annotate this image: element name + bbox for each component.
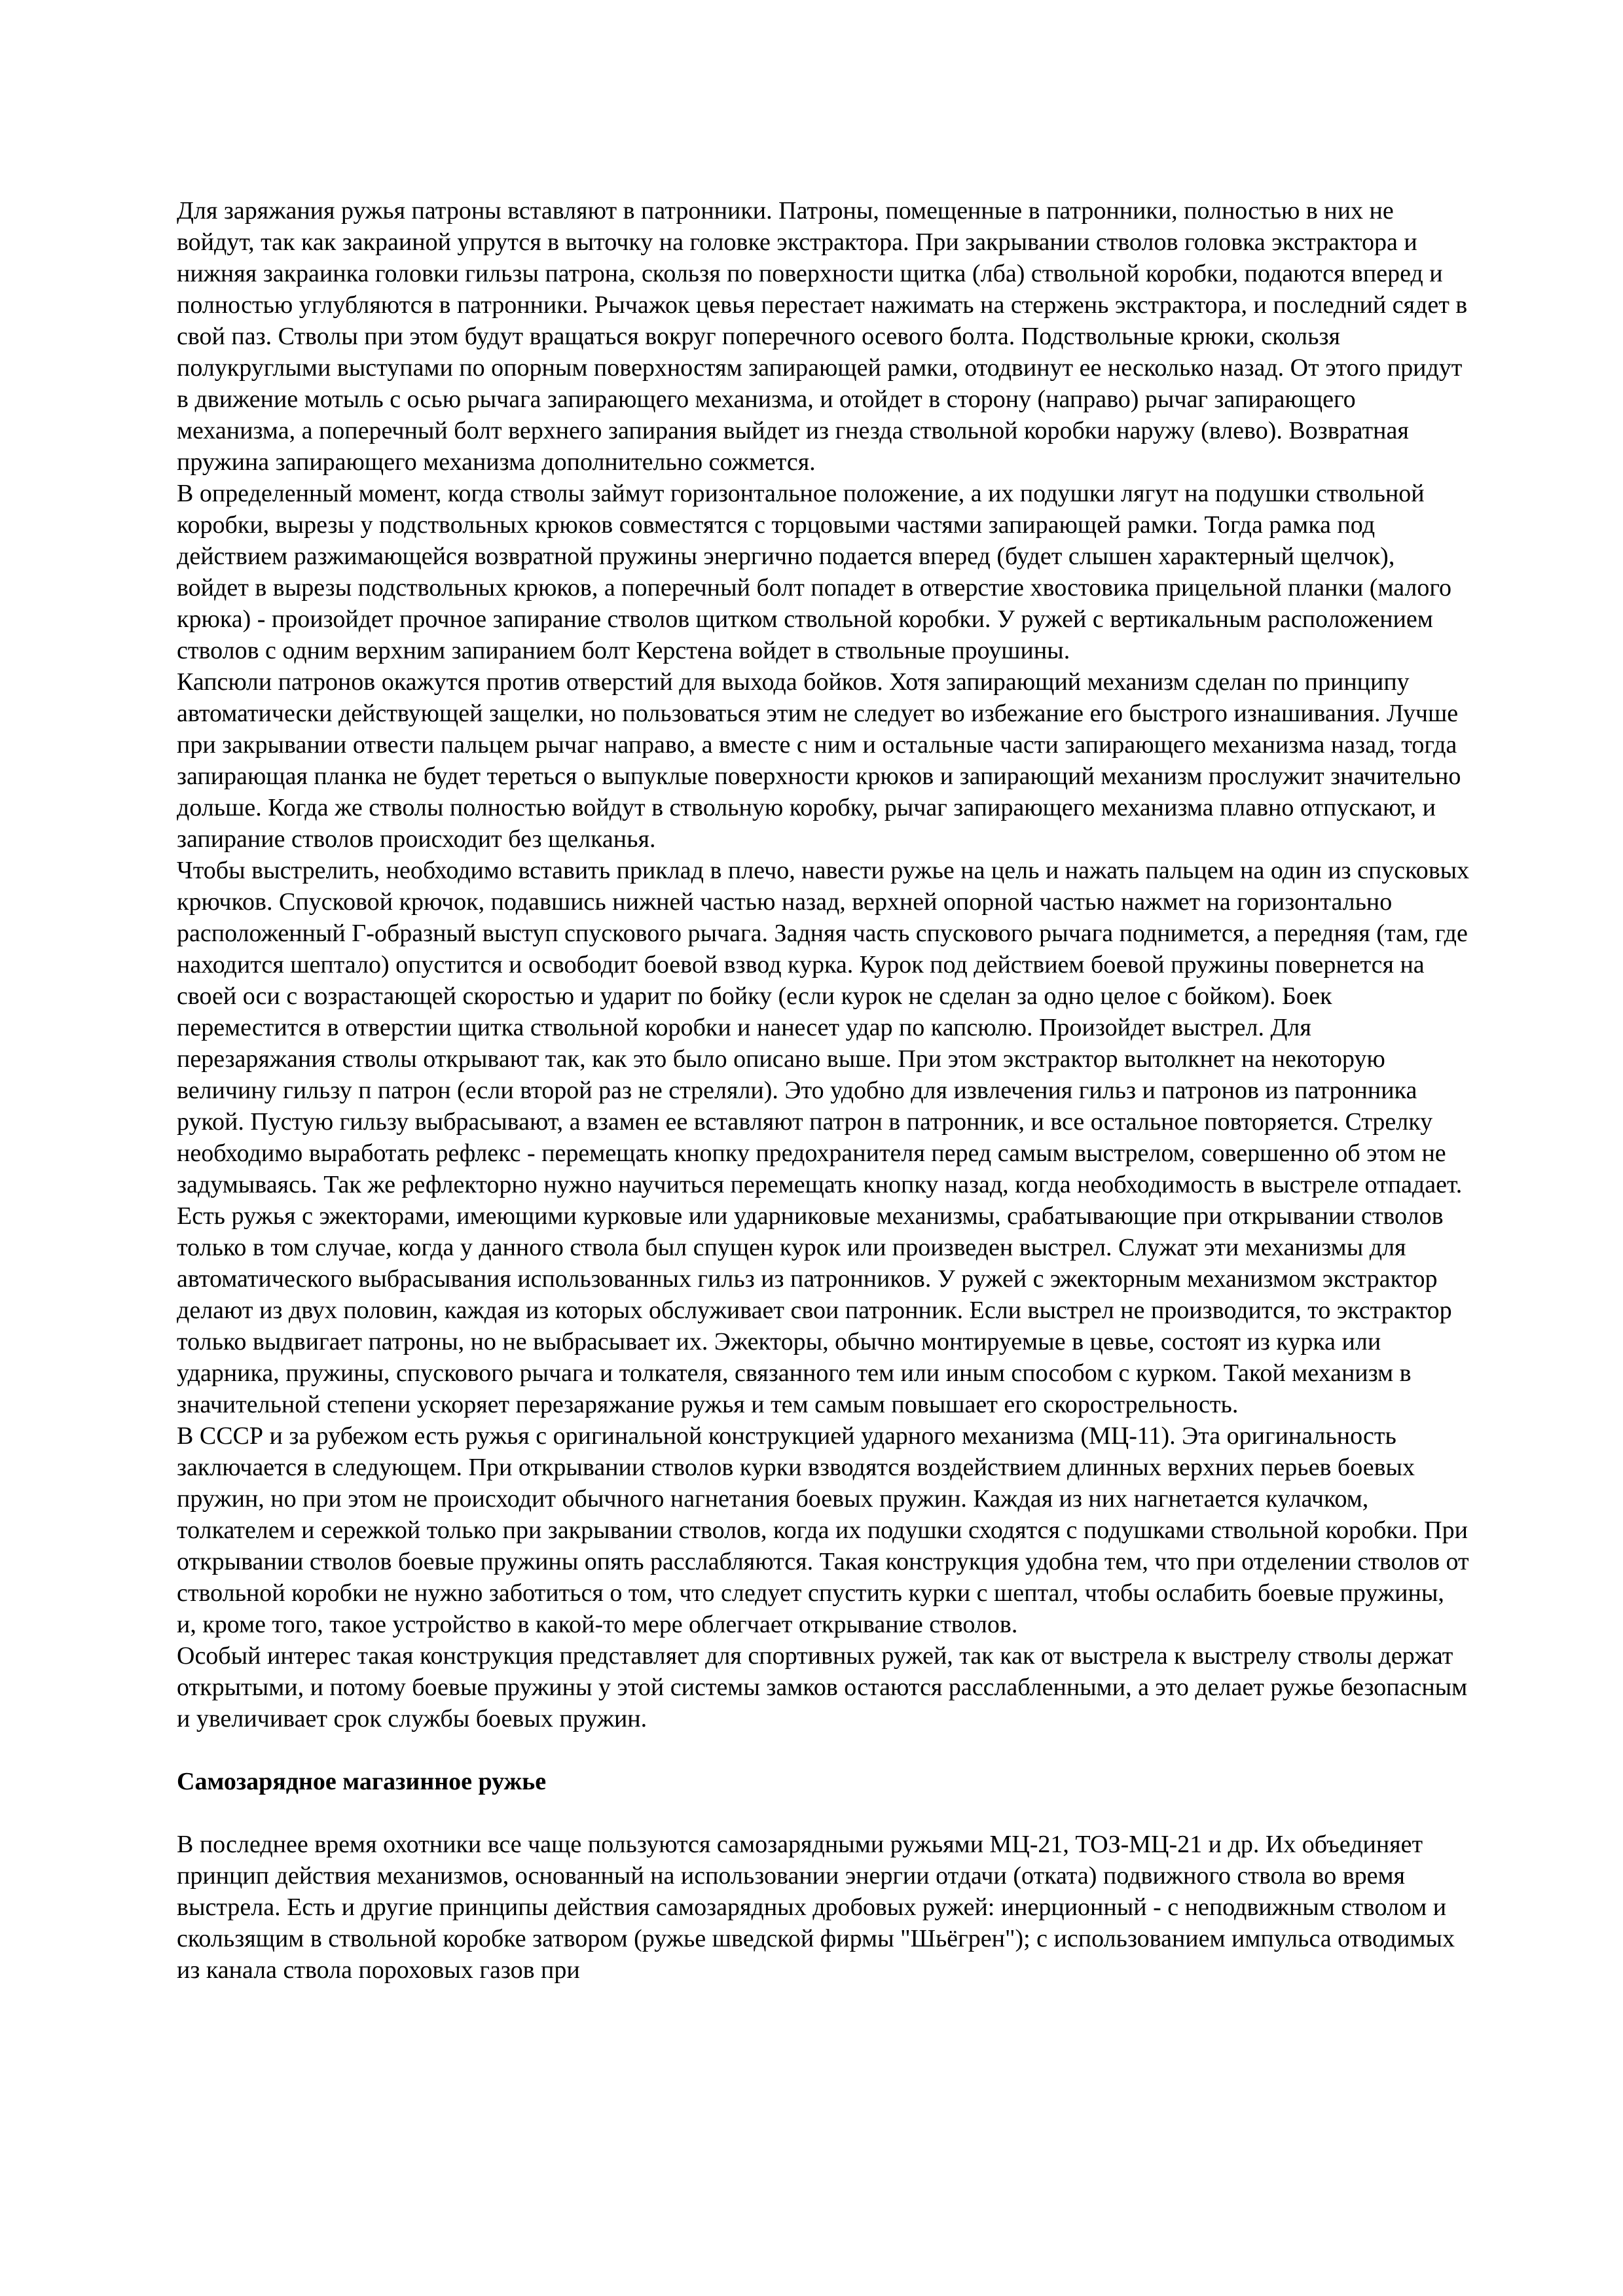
paragraph-5: Есть ружья с эжекторами, имеющими курковые или ударниковые механизмы, срабатывающие при открывании стволов только в том случае, когда у данного ствола был спущен курок или произведен выстрел. Служат эти механизмы для автоматического выбрасывания использованных гильз из патронников. У ружей с эжекторным механизмом экстрактор делают из двух половин, каждая из которых обслуживает свои патронник. Если выстрел не производится, то экстрактор только выдвигает патроны, но не выбрасывает их. Эжекторы, обычно монтируемые в цевье, состоят из курка или ударника, пружины, спускового рычага и толкателя, связанного тем или иным способом с курком. Такой механизм в значительной степени ускоряет перезаряжание ружья и тем самым повышает его скорострельность.: [177, 1202, 1452, 1418]
section-heading: Самозарядное магазинное ружье: [177, 1768, 547, 1795]
paragraph-3: Капсюли патронов окажутся против отверстий для выхода бойков. Хотя запирающий механизм сделан по принципу автоматически действующей защелки, но пользоваться этим не следует во избежание его быстрого изнашивания. Лучше при закрывании отвести пальцем рычаг направо, а вместе с ним и остальные части запирающего механизма назад, тогда запирающая планка не будет тереться о выпуклые поверхности крюков и запирающий механизм прослужит значительно дольше. Когда же стволы полностью войдут в ствольную коробку, рычаг запирающего механизма плавно отпускают, и запирание стволов происходит без щелканья.: [177, 668, 1461, 853]
paragraph-2: В определенный момент, когда стволы займут горизонтальное положение, а их подушки лягут на подушки ствольной коробки, вырезы у подствольных крюков совместятся с торцовыми частями запирающей рамки. Тогда рамка под действием разжимающейся возвратной пружины энергично подается вперед (будет слышен характерный щелчок), войдет в вырезы подствольных крюков, а поперечный болт попадет в отверстие хвостовика прицельной планки (малого крюка) - произойдет прочное запирание стволов щитком ствольной коробки. У ружей с вертикальным расположением стволов с одним верхним запиранием болт Керстена войдет в ствольные проушины.: [177, 480, 1452, 664]
document-page: [177, 195, 1470, 1986]
paragraph-8: В последнее время охотники все чаще пользуются самозарядными ружьями МЦ-21, ТОЗ-МЦ-21 и др. Их объединяет принцип действия механизмов, основанный на использовании энергии отдачи (отката) подвижного ствола во время выстрела. Есть и другие принципы действия самозарядных дробовых ружей: инерционный - с неподвижным стволом и скользящим в ствольной коробке затвором (ружье шведской фирмы "Шьёгрен"); с использованием импульса отводимых из канала ствола пороховых газов при: [177, 1831, 1455, 1984]
paragraph-4: Чтобы выстрелить, необходимо вставить приклад в плечо, навести ружье на цель и нажать пальцем на один из спусковых крючков. Спусковой крючок, подавшись нижней частью назад, верхней опорной частью нажмет на горизонтально расположенный Г-образный выступ спускового рычага. Задняя часть спускового рычага поднимется, а передняя (там, где находится шептало) опустится и освободит боевой взвод курка. Курок под действием боевой пружины повернется на своей оси с возрастающей скоростью и ударит по бойку (если курок не сделан за одно целое с бойком). Боек переместится в отверстии щитка ствольной коробки и нанесет удар по капсюлю. Произойдет выстрел. Для перезаряжания стволы открывают так, как это было описано выше. При этом экстрактор вытолкнет на некоторую величину гильзу п патрон (если второй раз не стреляли). Это удобно для извлечения гильз и патронов из патронника рукой. Пустую гильзу выбрасывают, а взамен ее вставляют патрон в патронник, и все остальное повторяется. Стрелку необходимо выработать рефлекс - перемещать кнопку предохранителя перед самым выстрелом, совершенно об этом не задумываясь. Так же рефлекторно нужно научиться перемещать кнопку назад, когда необходимость в выстреле отпадает.: [177, 857, 1470, 1198]
paragraph-7: Особый интерес такая конструкция представляет для спортивных ружей, так как от выстрела к выстрелу стволы держат открытыми, и потому боевые пружины у этой системы замков остаются расслабленными, а это делает ружье безопасным и увеличивает срок службы боевых пружин.: [177, 1642, 1468, 1732]
paragraph-6: В СССР и за рубежом есть ружья с оригинальной конструкцией ударного механизма (МЦ-11). Эта оригинальность заключается в следующем. При открывании стволов курки взводятся воздействием длинных верхних перьев боевых пружин, но при этом не происходит обычного нагнетания боевых пружин. Каждая из них нагнетается кулачком, толкателем и сережкой только при закрывании стволов, когда их подушки сходятся с подушками ствольной коробки. При открывании стволов боевые пружины опять расслабляются. Такая конструкция удобна тем, что при отделении стволов от ствольной коробки не нужно заботиться о том, что следует спустить курки с шептал, чтобы ослабить боевые пружины, и, кроме того, такое устройство в какой-то мере облегчает открывание стволов.: [177, 1422, 1469, 1638]
paragraph-1: Для заряжания ружья патроны вставляют в патронники. Патроны, помещенные в патронники, полностью в них не войдут, так как закраиной упрутся в выточку на головке экстрактора. При закрывании стволов головка экстрактора и нижняя закраинка головки гильзы патрона, скользя по поверхности щитка (лба) ствольной коробки, подаются вперед и полностью углубляются в патронники. Рычажок цевья перестает нажимать на стержень экстрактора, и последний сядет в свой паз. Стволы при этом будут вращаться вокруг поперечного осевого болта. Подствольные крюки, скользя полукруглыми выступами по опорным поверхностям запирающей рамки, отодвинут ее несколько назад. От этого придут в движение мотыль с осью рычага запирающего механизма, и отойдет в сторону (направо) рычаг запирающего механизма, а поперечный болт верхнего запирания выйдет из гнезда ствольной коробки наружу (влево). Возвратная пружина запирающего механизма дополнительно сожмется.: [177, 197, 1468, 476]
